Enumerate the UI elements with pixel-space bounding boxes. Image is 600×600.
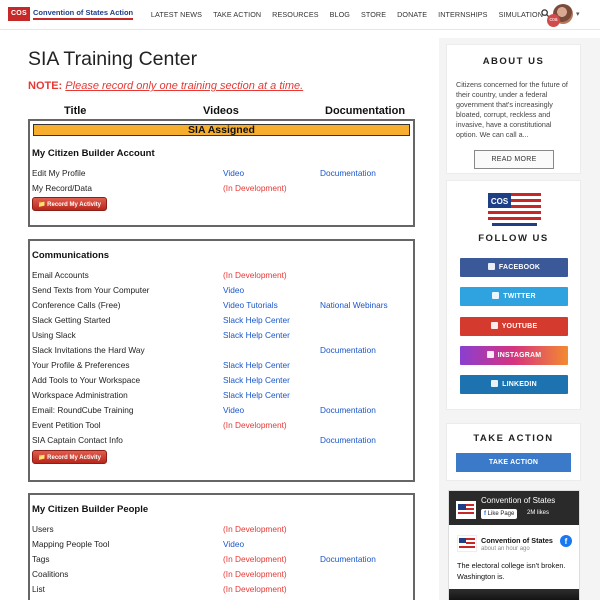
table-row bbox=[32, 524, 412, 536]
row-title: Conference Calls (Free) bbox=[32, 300, 121, 310]
table-row bbox=[32, 435, 412, 447]
twitter-label: TWITTER bbox=[503, 293, 536, 300]
table-row bbox=[32, 183, 412, 195]
row-title: Using Slack bbox=[32, 330, 76, 340]
table-row bbox=[32, 315, 412, 327]
in-development-label: (In Development) bbox=[223, 554, 287, 564]
video-link[interactable]: Video bbox=[223, 539, 245, 549]
likes-count: 2M likes bbox=[527, 510, 550, 516]
about-us-card bbox=[447, 45, 580, 173]
section-citizen-builder-people bbox=[28, 493, 415, 600]
note-text[interactable]: Please record only one training section at a time. bbox=[65, 80, 304, 92]
section-title: My Citizen Builder People bbox=[32, 504, 149, 515]
video-link[interactable]: Video bbox=[223, 285, 245, 295]
video-link[interactable]: Video Tutorials bbox=[223, 300, 278, 310]
in-development-label: (In Development) bbox=[223, 183, 287, 193]
video-link[interactable]: Slack Help Center bbox=[223, 375, 290, 385]
post-author-logo[interactable] bbox=[457, 535, 477, 552]
follow-us-heading: FOLLOW US bbox=[478, 233, 549, 244]
facebook-page-name[interactable]: Convention of States bbox=[481, 496, 556, 505]
table-row bbox=[32, 375, 412, 387]
table-row bbox=[32, 285, 412, 297]
table-row bbox=[32, 420, 412, 432]
about-us-heading: ABOUT US bbox=[482, 56, 545, 67]
nav-simulation[interactable]: SIMULATION bbox=[498, 10, 543, 19]
documentation-link[interactable]: Documentation bbox=[320, 168, 376, 178]
post-author[interactable]: Convention of States bbox=[481, 536, 553, 545]
take-action-heading: TAKE ACTION bbox=[473, 433, 554, 444]
row-title: Users bbox=[32, 524, 54, 534]
page-title: SIA Training Center bbox=[28, 48, 198, 70]
avatar-badge: coa bbox=[547, 14, 560, 27]
documentation-link[interactable]: Documentation bbox=[320, 345, 376, 355]
row-title: SIA Captain Contact Info bbox=[32, 435, 123, 445]
note-label: NOTE: bbox=[28, 80, 63, 92]
column-documentation-header: Documentation bbox=[325, 105, 406, 117]
nav-blog[interactable]: BLOG bbox=[329, 10, 350, 19]
table-row bbox=[32, 554, 412, 566]
table-row bbox=[32, 539, 412, 551]
facebook-icon bbox=[488, 263, 495, 270]
table-row bbox=[32, 584, 412, 596]
record-activity-label: Record My Activity bbox=[47, 202, 101, 208]
site-logo[interactable] bbox=[8, 7, 133, 21]
section-title: My Citizen Builder Account bbox=[32, 148, 155, 159]
take-action-card bbox=[447, 424, 580, 480]
folder-icon: 📁 bbox=[38, 202, 48, 208]
linkedin-button[interactable] bbox=[460, 375, 568, 394]
video-link[interactable]: Slack Help Center bbox=[223, 330, 290, 340]
video-link[interactable]: Slack Help Center bbox=[223, 390, 290, 400]
section-communications bbox=[28, 239, 415, 482]
youtube-label: YOUTUBE bbox=[501, 323, 538, 330]
row-title: Event Petition Tool bbox=[32, 420, 101, 430]
documentation-link[interactable]: Documentation bbox=[320, 405, 376, 415]
row-title: Coalitions bbox=[32, 569, 69, 579]
sia-assigned-bar: SIA Assigned bbox=[33, 124, 410, 136]
nav-take-action[interactable]: TAKE ACTION bbox=[213, 10, 262, 19]
instagram-icon bbox=[487, 351, 494, 358]
row-title: Tags bbox=[32, 554, 50, 564]
nav-internships[interactable]: INTERNSHIPS bbox=[438, 10, 488, 19]
row-title: Mapping People Tool bbox=[32, 539, 110, 549]
row-title: Send Texts from Your Computer bbox=[32, 285, 150, 295]
twitter-button[interactable] bbox=[460, 287, 568, 306]
linkedin-label: LINKEDIN bbox=[502, 381, 537, 388]
logo-mark: COS bbox=[8, 7, 30, 21]
cos-logo bbox=[486, 191, 543, 228]
about-us-text: Citizens concerned for the future of their country, under a federal government that's increasingly bloated, corrupt, reckless and invasive, have a constitutional option. We can call a... bbox=[456, 80, 568, 139]
record-activity-button[interactable] bbox=[32, 450, 107, 464]
note bbox=[28, 80, 303, 92]
nav-donate[interactable]: DONATE bbox=[397, 10, 428, 19]
table-row bbox=[32, 390, 412, 402]
table-row bbox=[32, 270, 412, 282]
read-more-button[interactable]: READ MORE bbox=[474, 150, 554, 169]
documentation-link[interactable]: Documentation bbox=[320, 435, 376, 445]
post-timestamp[interactable]: about an hour ago bbox=[481, 546, 530, 552]
linkedin-icon bbox=[491, 380, 498, 387]
facebook-button[interactable] bbox=[460, 258, 568, 277]
table-row bbox=[32, 405, 412, 417]
row-title: Slack Invitations the Hard Way bbox=[32, 345, 145, 355]
table-row bbox=[32, 569, 412, 581]
nav-resources[interactable]: RESOURCES bbox=[272, 10, 319, 19]
row-title: List bbox=[32, 584, 45, 594]
row-title: Email Accounts bbox=[32, 270, 89, 280]
in-development-label: (In Development) bbox=[223, 584, 287, 594]
table-row bbox=[32, 300, 412, 312]
section-title: Communications bbox=[32, 250, 110, 261]
facebook-cover bbox=[449, 491, 579, 525]
post-image[interactable] bbox=[449, 589, 579, 600]
post-text: The electoral college isn't broken. Washington is. bbox=[457, 561, 566, 581]
cos-logo-text: COS bbox=[490, 197, 509, 206]
page-logo[interactable] bbox=[456, 501, 476, 519]
youtube-button[interactable] bbox=[460, 317, 568, 336]
record-activity-label: Record My Activity bbox=[47, 455, 101, 461]
chevron-down-icon[interactable]: ▾ bbox=[576, 11, 580, 18]
video-link[interactable]: Slack Help Center bbox=[223, 360, 290, 370]
top-navigation-bar bbox=[0, 0, 600, 30]
instagram-label: INSTAGRAM bbox=[497, 352, 542, 359]
video-link[interactable]: Slack Help Center bbox=[223, 315, 290, 325]
in-development-label: (In Development) bbox=[223, 270, 287, 280]
in-development-label: (In Development) bbox=[223, 420, 287, 430]
row-title: Workspace Administration bbox=[32, 390, 128, 400]
main-nav bbox=[151, 10, 543, 19]
facebook-page-widget bbox=[448, 490, 580, 600]
column-title-header: Title bbox=[64, 105, 87, 117]
facebook-icon: f bbox=[560, 535, 572, 547]
instagram-button[interactable] bbox=[460, 346, 568, 365]
twitter-icon bbox=[492, 292, 499, 299]
row-title: Slack Getting Started bbox=[32, 315, 111, 325]
facebook-label: FACEBOOK bbox=[498, 264, 541, 271]
nav-latest-news[interactable]: LATEST NEWS bbox=[150, 10, 203, 19]
logo-text: Convention of States Action bbox=[33, 8, 133, 20]
row-title: Add Tools to Your Workspace bbox=[32, 375, 141, 385]
column-headers bbox=[28, 105, 415, 119]
documentation-link[interactable]: National Webinars bbox=[320, 300, 388, 310]
take-action-button[interactable]: TAKE ACTION bbox=[456, 453, 571, 472]
video-link[interactable]: Video bbox=[223, 405, 245, 415]
table-row bbox=[32, 168, 412, 180]
follow-us-card bbox=[447, 181, 580, 409]
video-link[interactable]: Video bbox=[223, 168, 245, 178]
in-development-label: (In Development) bbox=[223, 524, 287, 534]
row-title: Your Profile & Preferences bbox=[32, 360, 130, 370]
facebook-icon: f bbox=[484, 511, 488, 517]
column-videos-header: Videos bbox=[203, 105, 239, 117]
like-page-button[interactable] bbox=[481, 509, 517, 519]
table-row bbox=[32, 345, 412, 357]
row-title: Email: RoundCube Training bbox=[32, 405, 134, 415]
record-activity-button[interactable] bbox=[32, 197, 107, 211]
table-row bbox=[32, 360, 412, 372]
row-title: My Record/Data bbox=[32, 183, 92, 193]
in-development-label: (In Development) bbox=[223, 569, 287, 579]
youtube-icon bbox=[491, 322, 498, 329]
folder-icon: 📁 bbox=[38, 455, 48, 461]
table-row bbox=[32, 330, 412, 342]
nav-store[interactable]: STORE bbox=[360, 10, 387, 19]
documentation-link[interactable]: Documentation bbox=[320, 554, 376, 564]
section-citizen-builder-account bbox=[28, 119, 415, 227]
like-page-label: Like Page bbox=[487, 511, 515, 517]
row-title: Edit My Profile bbox=[32, 168, 86, 178]
